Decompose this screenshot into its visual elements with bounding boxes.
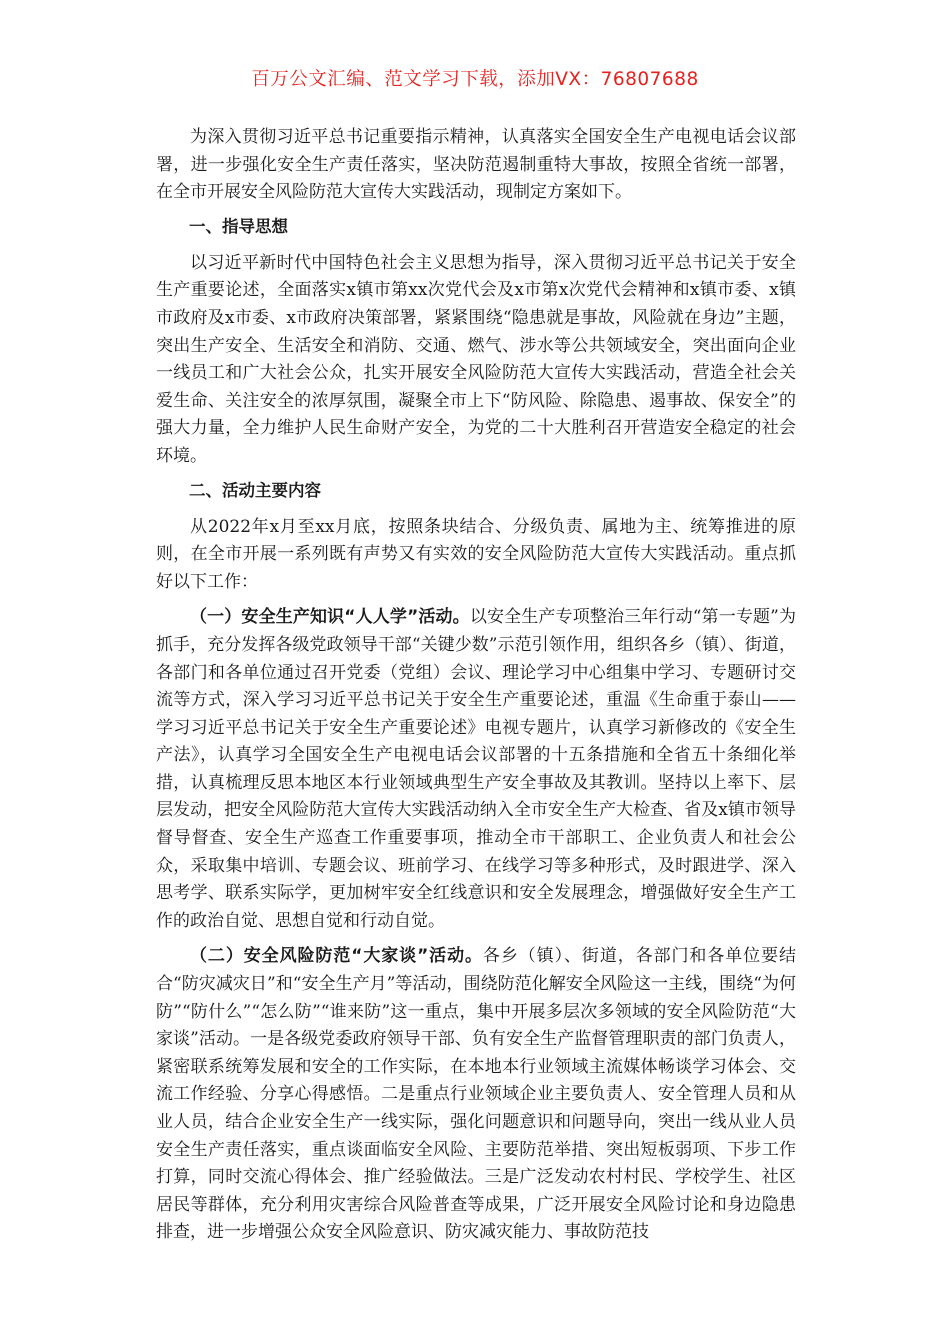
item1-body: 以安全生产专项整治三年行动“第一专题”为抓手，充分发挥各级党政领导干部“关键少数”示范引领作用，组织各乡（镇）、街道，各部门和各单位通过召开党委（党组）会议、理论学习中心组集中学习、专题研讨交流等方式，深入学习习近平总书记关于安全生产重要论述，重温《生命重于泰山——学习习近平总书记关于安全生产重要论述》电视专题片，认真学习新修改的《安全生产法》，认真学习全国安全生产电视电话会议部署的十五条措施和全省五十条细化举措，认真梳理反思本地区本行业领域典型生产安全事故及其教训。坚持以上率下、层层发动，把安全风险防范大宣传大实践活动纳入全市安全生产大检查、省及x镇市领导督导督查、安全生产巡查工作重要事项，推动全市干部职工、企业负责人和社会公众，采取集中培训、专题会议、班前学习、在线学习等多种形式，及时跟进学、深入思考学、联系实际学，更加树牢安全红线意识和安全发展理念，增强做好安全生产工作的政治自觉、思想自觉和行动自觉。 [156,607,796,931]
item2-paragraph [156,943,796,1247]
section1-paragraph: 以习近平新时代中国特色社会主义思想为指导，深入贯彻习近平总书记关于安全生产重要论述，全面落实x镇市第xx次党代会及x市第x次党代会精神和x镇市委、x镇市政府及x市委、x市政府决策部署，紧紧围绕“隐患就是事故，风险就在身边”主题，突出生产安全、生活安全和消防、交通、燃气、涉水等公共领域安全，突出面向企业一线员工和广大社会公众，扎实开展安全风险防范大宣传大实践活动，营造全社会关爱生命、关注安全的浓厚氛围，凝聚全市上下“防风险、除隐患、遏事故、保安全”的强大力量，全力维护人民生命财产安全，为党的二十大胜利召开营造安全稳定的社会环境。 [156,252,796,466]
section-heading-main-content: 二、活动主要内容 [189,480,321,500]
section2-intro-paragraph: 从2022年x月至xx月底，按照条块结合、分级负责、属地为主、统筹推进的原则，在全市开展一系列既有声势又有实效的安全风险防范大宣传大实践活动。重点抓好以下工作： [156,516,796,592]
promo-banner: 百万公文汇编、范文学习下载，添加VX：76807688 [251,69,699,90]
item1-paragraph [156,604,796,935]
item1-lead: （一）安全生产知识“人人学”活动。 [190,607,470,628]
section-heading-guiding-ideology: 一、指导思想 [189,216,288,236]
item2-lead: （二）安全风险防范“大家谈”活动。 [190,946,483,967]
document-body [156,124,796,1255]
item2-body: 各乡（镇）、街道，各部门和各单位要结合“防灾减灾日”和“安全生产月”等活动，围绕防范化解安全风险这一主线，围绕“为何防”“防什么”“怎么防”“谁来防”这一重点，集中开展多层次多领域的安全风险防范“大家谈”活动。一是各级党委政府领导干部、负有安全生产监督管理职责的部门负责人，紧密联系统筹发展和安全的工作实际，在本地本行业领域主流媒体畅谈学习体会、交流工作经验、分享心得感悟。二是重点行业领域企业主要负责人、安全管理人员和从业人员，结合企业安全生产一线实际，强化问题意识和问题导向，突出一线从业人员安全生产责任落实，重点谈面临安全风险、主要防范举措、突出短板弱项、下步工作打算，同时交流心得体会、推广经验做法。三是广泛发动农村村民、学校学生、社区居民等群体，充分利用灾害综合风险普查等成果，广泛开展安全风险讨论和身边隐患排查，进一步增强公众安全风险意识、防灾减灾能力、事故防范技 [156,946,796,1243]
intro-paragraph: 为深入贯彻习近平总书记重要指示精神，认真落实全国安全生产电视电话会议部署，进一步强化安全生产责任落实，坚决防范遏制重特大事故，按照全省统一部署，在全市开展安全风险防范大宣传大实践活动，现制定方案如下。 [156,127,796,203]
